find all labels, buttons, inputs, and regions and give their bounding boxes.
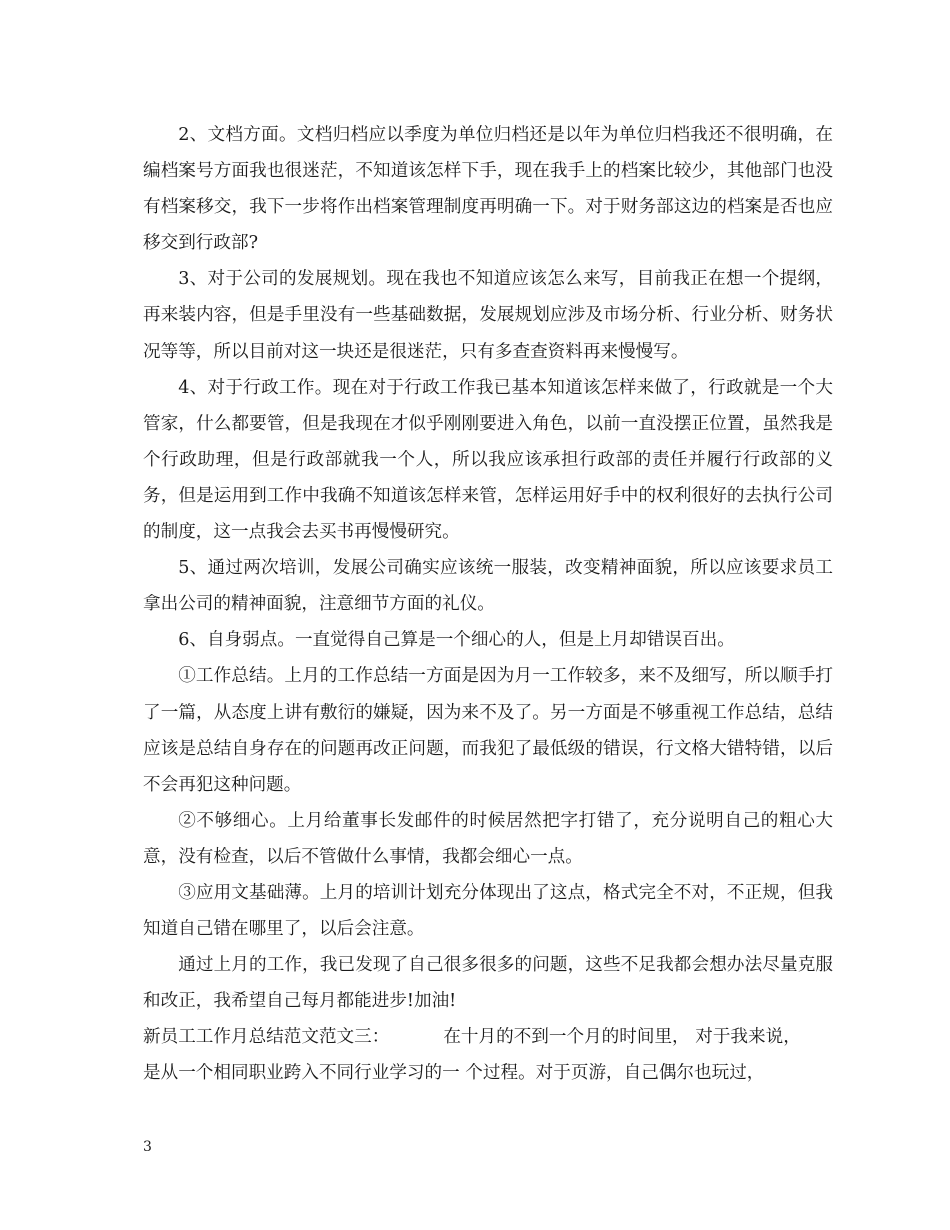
sample-three-intro: 在十月的不到一个月的时间里， 对于我来说， xyxy=(443,1027,801,1048)
paragraph-training: 5、通过两次培训，发展公司确实应该统一服装，改变精神面貌，所以应该要求员工拿出公司的精神面貌，注意细节方面的礼仪。 xyxy=(143,558,833,615)
paragraph-conclusion: 通过上月的工作，我已发现了自己很多很多的问题，这些不足我都会想办法尽量克服和改正，我希望自己每月都能进步!加油! xyxy=(143,955,833,1012)
sample-three-heading: 新员工工作月总结范文范文三： xyxy=(143,1027,390,1048)
paragraph-development-plan: 3、对于公司的发展规划。现在我也不知道应该怎么来写，目前我正在想一个提纲，再来装内容，但是手里没有一些基础数据，发展规划应涉及市场分析、行业分析、财务状况等等，所以目前对这一块还是很迷茫，只有多查查资料再来慢慢写。 xyxy=(143,269,833,362)
paragraph-weaknesses: 6、自身弱点。一直觉得自己算是一个细心的人，但是上月却错误百出。 xyxy=(178,630,735,651)
paragraph-applied-writing: ③应用文基础薄。上月的培训计划充分体现出了这点，格式完全不对，不正规，但我知道自己错在哪里了，以后会注意。 xyxy=(143,882,833,940)
paragraph-administrative-work: 4、对于行政工作。现在对于行政工作我已基本知道该怎样来做了，行政就是一个大管家，什么都要管，但是我现在才似乎刚刚要进入角色，以前一直没摆正位置，虽然我是个行政助理，但是行政部就我一个人，所以我应该承担行政部的责任并履行行政部的义务，但是运用到工作中我确不知道该怎样来管，怎样运用好手中的权利很好的去执行公司的制度，这一点我会去买书再慢慢研究。 xyxy=(143,377,833,543)
paragraph-work-summary: ①工作总结。上月的工作总结一方面是因为月一工作较多，来不及细写，所以顺手打了一篇，从态度上讲有敷衍的嫌疑，因为来不及了。另一方面是不够重视工作总结，总结应该是总结自身存在的问题再改正问题，而我犯了最低级的错误，行文格大错特错，以后不会再犯这种问题。 xyxy=(143,666,833,795)
paragraph-not-careful: ②不够细心。上月给董事长发邮件的时候居然把字打错了，充分说明自己的粗心大意，没有检查，以后不管做什么事情，我都会细心一点。 xyxy=(143,810,833,867)
sample-three-continuation: 是从一个相同职业跨入不同行业学习的一 个过程。对于页游，自己偶尔也玩过， xyxy=(143,1063,765,1084)
paragraph-sample-three xyxy=(143,1019,833,1091)
page-number: 3 xyxy=(143,1139,152,1155)
paragraph-archives: 2、文档方面。文档归档应以季度为单位归档还是以年为单位归档我还不很明确，在编档案号方面我也很迷茫，不知道该怎样下手，现在我手上的档案比较少，其他部门也没有档案移交，我下一步将作出档案管理制度再明确一下。对于财务部这边的档案是否也应移交到行政部? xyxy=(143,125,833,254)
document-body xyxy=(143,117,833,1092)
